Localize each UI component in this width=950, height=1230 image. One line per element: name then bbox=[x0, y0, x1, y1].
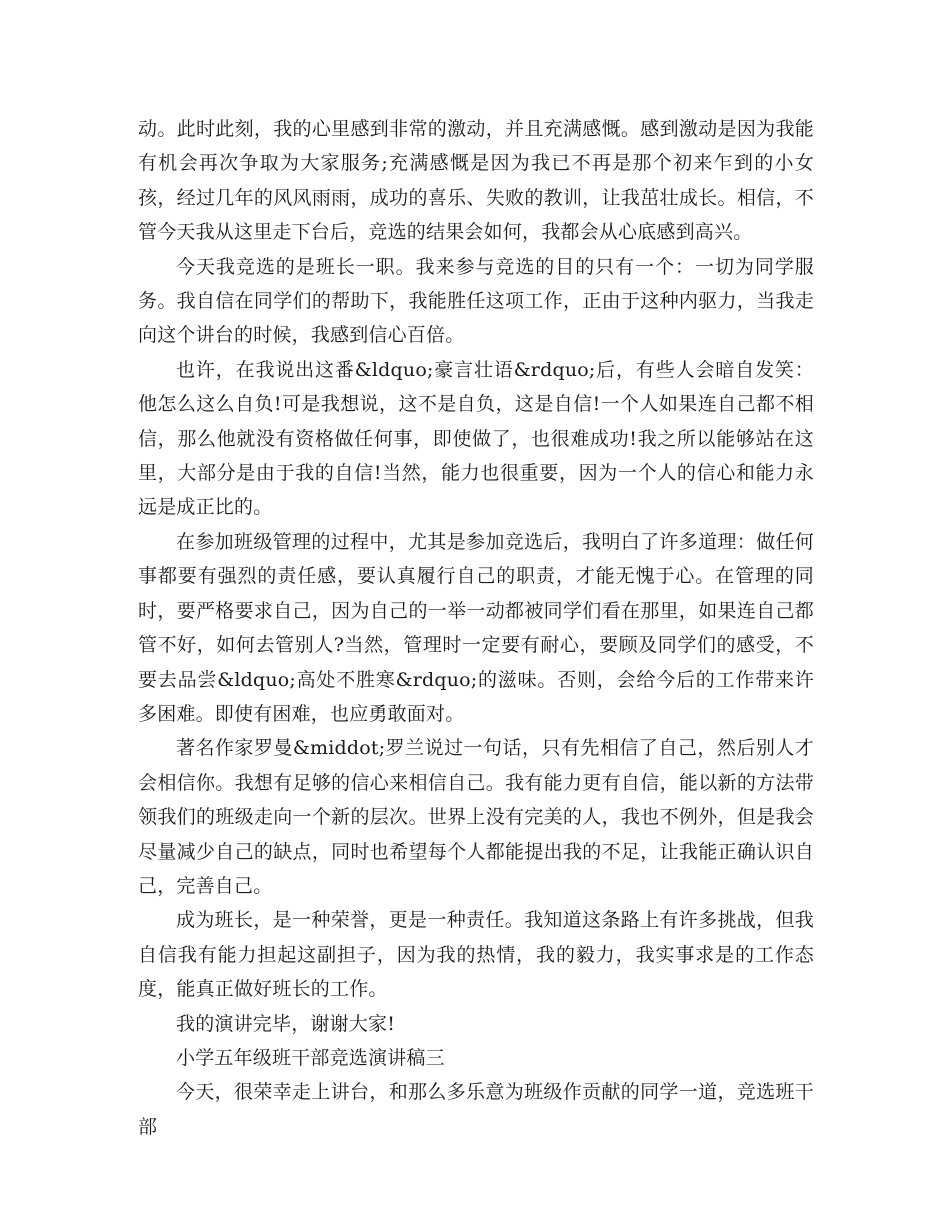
paragraph-6: 成为班长，是一种荣誉，更是一种责任。我知道这条路上有许多挑战，但我自信我有能力担起这副担子，因为我的热情，我的毅力，我实事求是的工作态度，能真正做好班长的工作。 bbox=[138, 909, 814, 1001]
document-body bbox=[138, 112, 814, 1144]
section-heading: 小学五年级班干部竞选演讲稿三 bbox=[176, 1046, 445, 1069]
paragraph-5: 著名作家罗曼&middot;罗兰说过一句话，只有先相信了自己，然后别人才会相信你。我想有足够的信心来相信自己。我有能力更有自信，能以新的方法带领我们的班级走向一个新的层次。世界上没有完美的人，我也不例外，但是我会尽量减少自己的缺点，同时也希望每个人都能提出我的不足，让我能正确认识自己，完善自己。 bbox=[138, 737, 814, 897]
paragraph-4: 在参加班级管理的过程中，尤其是参加竞选后，我明白了许多道理：做任何事都要有强烈的责任感，要认真履行自己的职责，才能无愧于心。在管理的同时，要严格要求自己，因为自己的一举一动都被同学们看在那里，如果连自己都管不好，如何去管别人?当然，管理时一定要有耐心，要顾及同学们的感受，不要去品尝&ldquo;高处不胜寒&rdquo;的滋味。否则，会给今后的工作带来许多困难。即使有困难，也应勇敢面对。 bbox=[138, 530, 814, 725]
paragraph-3: 也许，在我说出这番&ldquo;豪言壮语&rdquo;后，有些人会暗自发笑：他怎么这么自负!可是我想说，这不是自负，这是自信!一个人如果连自己都不相信，那么他就没有资格做任何事，即使做了，也很难成功!我之所以能够站在这里，大部分是由于我的自信!当然，能力也很重要，因为一个人的信心和能力永远是成正比的。 bbox=[138, 358, 814, 519]
paragraph-8: 今天，很荣幸走上讲台，和那么多乐意为班级作贡献的同学一道，竞选班干部 bbox=[138, 1081, 814, 1138]
paragraph-2: 今天我竞选的是班长一职。我来参与竞选的目的只有一个：一切为同学服务。我自信在同学们的帮助下，我能胜任这项工作，正由于这种内驱力，当我走向这个讲台的时候，我感到信心百倍。 bbox=[138, 255, 814, 347]
paragraph-1: 动。此时此刻，我的心里感到非常的激动，并且充满感慨。感到激动是因为我能有机会再次争取为大家服务;充满感慨是因为我已不再是那个初来乍到的小女孩，经过几年的风风雨雨，成功的喜乐、失败的教训，让我茁壮成长。相信，不管今天我从这里走下台后，竞选的结果会如何，我都会从心底感到高兴。 bbox=[138, 118, 814, 244]
paragraph-7: 我的演讲完毕，谢谢大家! bbox=[176, 1012, 396, 1035]
